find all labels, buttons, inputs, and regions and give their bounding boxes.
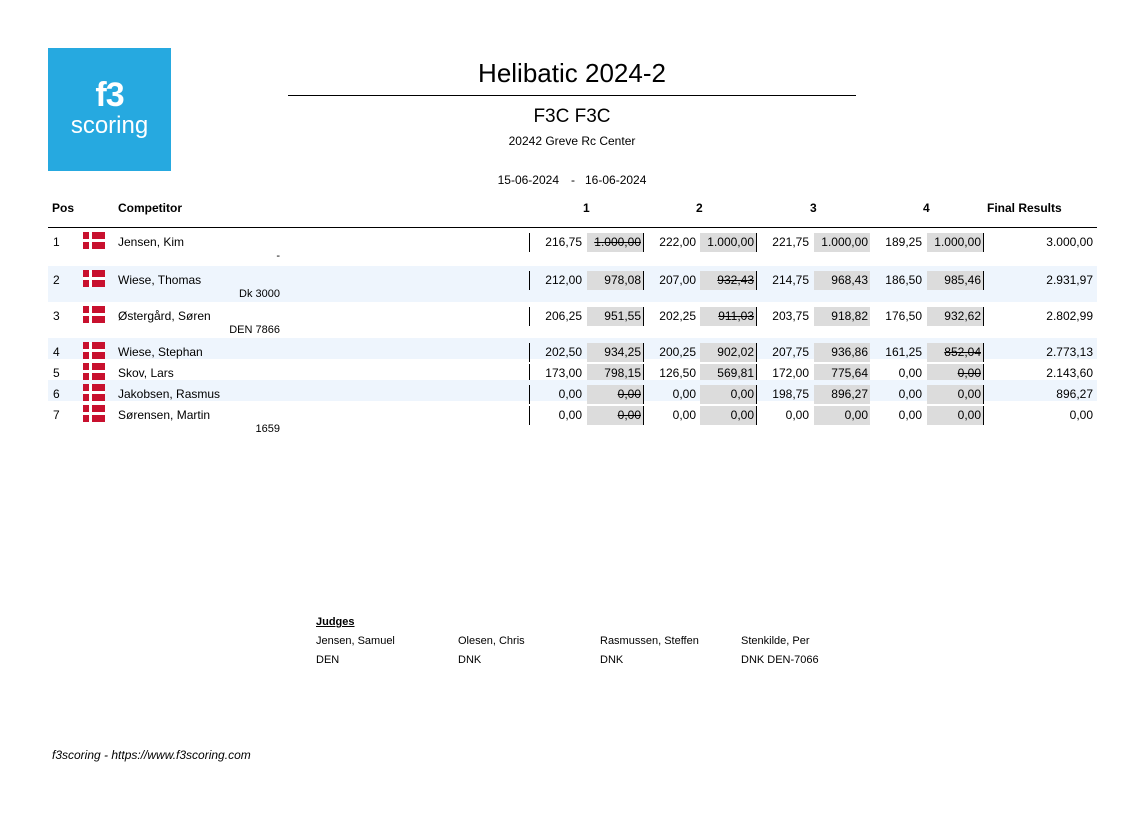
- denmark-flag-icon: [83, 363, 105, 380]
- round-3-raw-score: 221,75: [772, 235, 809, 249]
- competitor-subtitle: -: [276, 250, 280, 262]
- f3scoring-logo: [48, 48, 171, 171]
- judge-country: DNK: [600, 654, 624, 666]
- logo-line2: scoring: [70, 112, 149, 139]
- round-2-points: 0,00: [700, 406, 756, 425]
- round-2-raw-score: 126,50: [659, 366, 696, 380]
- round-4-raw-score: 0,00: [898, 366, 922, 380]
- table-row: [48, 302, 1097, 338]
- column-divider: [983, 271, 984, 290]
- column-divider: [983, 233, 984, 252]
- round-4-points: 0,00: [927, 385, 983, 404]
- round-1-points: 978,08: [587, 271, 643, 290]
- round-2-raw-score: 0,00: [672, 387, 696, 401]
- round-4-points: 0,00: [927, 364, 983, 383]
- final-result: 0,00: [1069, 408, 1093, 422]
- table-row: [48, 338, 1097, 359]
- judge-name: Olesen, Chris: [458, 635, 525, 647]
- denmark-flag-icon: [83, 405, 105, 422]
- competitor-name: Jensen, Kim: [118, 235, 185, 249]
- round-3-points: 968,43: [814, 271, 870, 290]
- final-result: 2.802,99: [1046, 309, 1093, 323]
- position-cell: 5: [53, 366, 60, 380]
- round-3-raw-score: 172,00: [772, 366, 809, 380]
- round-3-points: 1.000,00: [814, 233, 870, 252]
- competitor-name: Sørensen, Martin: [118, 408, 211, 422]
- round-4-raw-score: 189,25: [885, 235, 922, 249]
- round-1-points: 0,00: [587, 385, 643, 404]
- final-result: 2.931,97: [1046, 273, 1093, 287]
- round-1-raw-score: 0,00: [558, 408, 582, 422]
- round-4-points: 932,62: [927, 307, 983, 326]
- round-3-points: 0,00: [814, 406, 870, 425]
- round-2-points: 569,81: [700, 364, 756, 383]
- position-cell: 1: [53, 235, 60, 249]
- denmark-flag-icon: [83, 270, 105, 287]
- round-1-raw-score: 173,00: [545, 366, 582, 380]
- round-3-raw-score: 198,75: [772, 387, 809, 401]
- round-4-raw-score: 0,00: [898, 387, 922, 401]
- position-cell: 4: [53, 345, 60, 359]
- round-4-raw-score: 176,50: [885, 309, 922, 323]
- competitor-name: Wiese, Thomas: [118, 273, 202, 287]
- round-3-points: 896,27: [814, 385, 870, 404]
- round-1-points: 1.000,00: [587, 233, 643, 252]
- col-header-final: Final Results: [987, 201, 1062, 215]
- col-header-pos: Pos: [52, 201, 75, 215]
- round-4-points: 852,04: [927, 343, 983, 362]
- round-1-points: 0,00: [587, 406, 643, 425]
- judge-country: DNK DEN-7066: [741, 654, 819, 666]
- competitor-subtitle: DEN 7866: [229, 324, 280, 336]
- round-1-raw-score: 216,75: [545, 235, 582, 249]
- round-1-raw-score: 0,00: [558, 387, 582, 401]
- event-dates: [288, 173, 856, 188]
- judge-country: DEN: [316, 654, 340, 666]
- column-divider: [983, 406, 984, 425]
- round-4-raw-score: 186,50: [885, 273, 922, 287]
- judges-title: Judges: [316, 616, 355, 628]
- round-2-raw-score: 200,25: [659, 345, 696, 359]
- round-2-raw-score: 207,00: [659, 273, 696, 287]
- competitor-name: Skov, Lars: [118, 366, 174, 380]
- judge-name: Rasmussen, Steffen: [600, 635, 699, 647]
- judge-name: Stenkilde, Per: [741, 635, 810, 647]
- denmark-flag-icon: [83, 342, 105, 359]
- round-1-raw-score: 212,00: [545, 273, 582, 287]
- col-header-round-2: 2: [696, 201, 703, 215]
- round-1-points: 798,15: [587, 364, 643, 383]
- round-1-raw-score: 202,50: [545, 345, 582, 359]
- event-venue: 20242 Greve Rc Center: [508, 134, 636, 148]
- round-3-points: 936,86: [814, 343, 870, 362]
- round-3-raw-score: 203,75: [772, 309, 809, 323]
- round-2-points: 1.000,00: [700, 233, 756, 252]
- table-row: [48, 401, 1097, 439]
- round-3-raw-score: 0,00: [785, 408, 809, 422]
- round-4-points: 985,46: [927, 271, 983, 290]
- col-header-round-1: 1: [583, 201, 590, 215]
- table-row: [48, 228, 1097, 266]
- round-4-raw-score: 0,00: [898, 408, 922, 422]
- round-2-points: 0,00: [700, 385, 756, 404]
- final-result: 2.143,60: [1046, 366, 1093, 380]
- logo-line1: f3: [95, 76, 124, 114]
- footer-credit: f3scoring - https://www.f3scoring.com: [52, 748, 251, 762]
- competitor-name: Jakobsen, Rasmus: [118, 387, 221, 401]
- round-1-points: 951,55: [587, 307, 643, 326]
- position-cell: 7: [53, 408, 60, 422]
- date-end: 16-06-2024: [585, 173, 647, 187]
- round-4-raw-score: 161,25: [885, 345, 922, 359]
- event-title: Helibatic 2024-2: [288, 58, 856, 96]
- final-result: 896,27: [1056, 387, 1093, 401]
- final-result: 3.000,00: [1046, 235, 1093, 249]
- round-1-points: 934,25: [587, 343, 643, 362]
- round-2-raw-score: 222,00: [659, 235, 696, 249]
- date-separator: -: [571, 173, 575, 187]
- col-header-round-3: 3: [810, 201, 817, 215]
- table-row: [48, 266, 1097, 302]
- competitor-name: Wiese, Stephan: [118, 345, 203, 359]
- position-cell: 3: [53, 309, 60, 323]
- round-2-raw-score: 202,25: [659, 309, 696, 323]
- table-row: [48, 359, 1097, 380]
- round-2-raw-score: 0,00: [672, 408, 696, 422]
- judge-name: Jensen, Samuel: [316, 635, 395, 647]
- round-3-points: 775,64: [814, 364, 870, 383]
- round-3-raw-score: 214,75: [772, 273, 809, 287]
- competitor-name: Østergård, Søren: [118, 309, 211, 323]
- round-2-points: 932,43: [700, 271, 756, 290]
- table-row: [48, 380, 1097, 401]
- judge-country: DNK: [458, 654, 482, 666]
- denmark-flag-icon: [83, 306, 105, 323]
- round-1-raw-score: 206,25: [545, 309, 582, 323]
- position-cell: 2: [53, 273, 60, 287]
- round-2-points: 911,03: [700, 307, 756, 326]
- competitor-subtitle: Dk 3000: [239, 288, 280, 300]
- event-class: F3C F3C: [533, 106, 611, 127]
- column-divider: [983, 307, 984, 326]
- final-result: 2.773,13: [1046, 345, 1093, 359]
- denmark-flag-icon: [83, 384, 105, 401]
- round-3-points: 918,82: [814, 307, 870, 326]
- round-2-points: 902,02: [700, 343, 756, 362]
- round-4-points: 0,00: [927, 406, 983, 425]
- round-3-raw-score: 207,75: [772, 345, 809, 359]
- denmark-flag-icon: [83, 232, 105, 249]
- col-header-round-4: 4: [923, 201, 930, 215]
- round-4-points: 1.000,00: [927, 233, 983, 252]
- col-header-competitor: Competitor: [118, 201, 182, 215]
- competitor-subtitle: 1659: [255, 423, 280, 435]
- date-start: 15-06-2024: [497, 173, 559, 187]
- position-cell: 6: [53, 387, 60, 401]
